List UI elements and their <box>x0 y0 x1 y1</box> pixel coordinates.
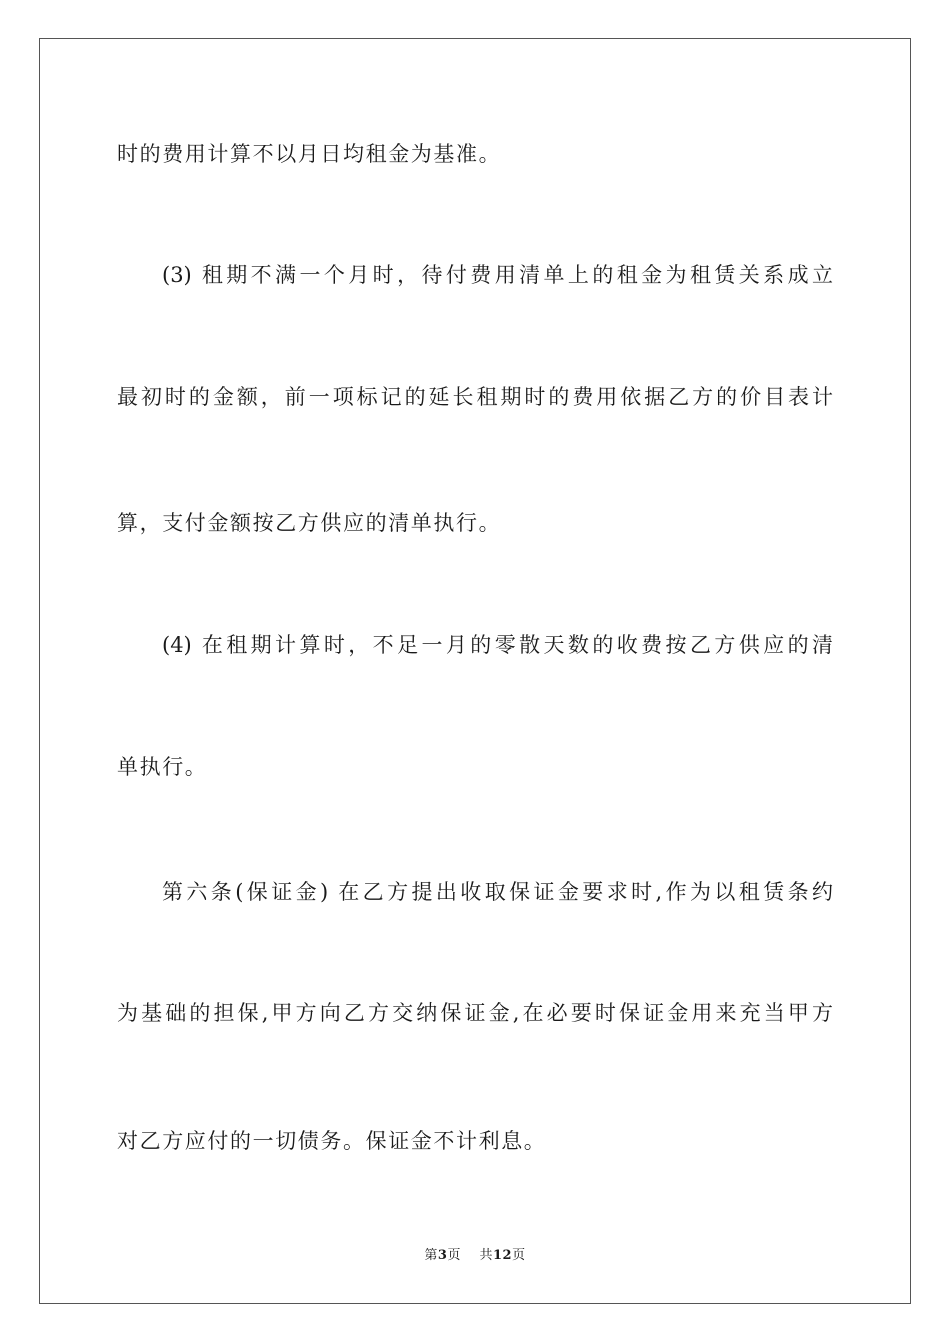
text-line: 最初时的金额，前一项标记的延长租期时的费用依据乙方的价目表计 <box>117 385 833 409</box>
total-suffix: 页 <box>512 1248 526 1263</box>
text-line: 单执行。 <box>117 755 208 779</box>
total-pages: 12 <box>493 1248 513 1263</box>
text-line: 算，支付金额按乙方供应的清单执行。 <box>117 511 502 535</box>
text-line: 对乙方应付的一切债务。保证金不计利息。 <box>117 1129 547 1153</box>
current-page: 3 <box>437 1248 448 1263</box>
page-number <box>0 1247 950 1265</box>
text-line: (3) 租期不满一个月时，待付费用清单上的租金为租赁关系成立 <box>162 263 833 287</box>
text-line: (4) 在租期计算时，不足一月的零散天数的收费按乙方供应的清 <box>162 633 833 657</box>
total-prefix: 共 <box>479 1248 493 1263</box>
text-line: 时的费用计算不以月日均租金为基准。 <box>117 142 502 166</box>
page-prefix: 第 <box>424 1248 438 1263</box>
page-suffix: 页 <box>447 1248 461 1263</box>
page-border <box>39 38 911 1304</box>
text-line: 第六条(保证金) 在乙方提出收取保证金要求时,作为以租赁条约 <box>162 880 833 904</box>
text-line: 为基础的担保,甲方向乙方交纳保证金,在必要时保证金用来充当甲方 <box>117 1001 833 1025</box>
